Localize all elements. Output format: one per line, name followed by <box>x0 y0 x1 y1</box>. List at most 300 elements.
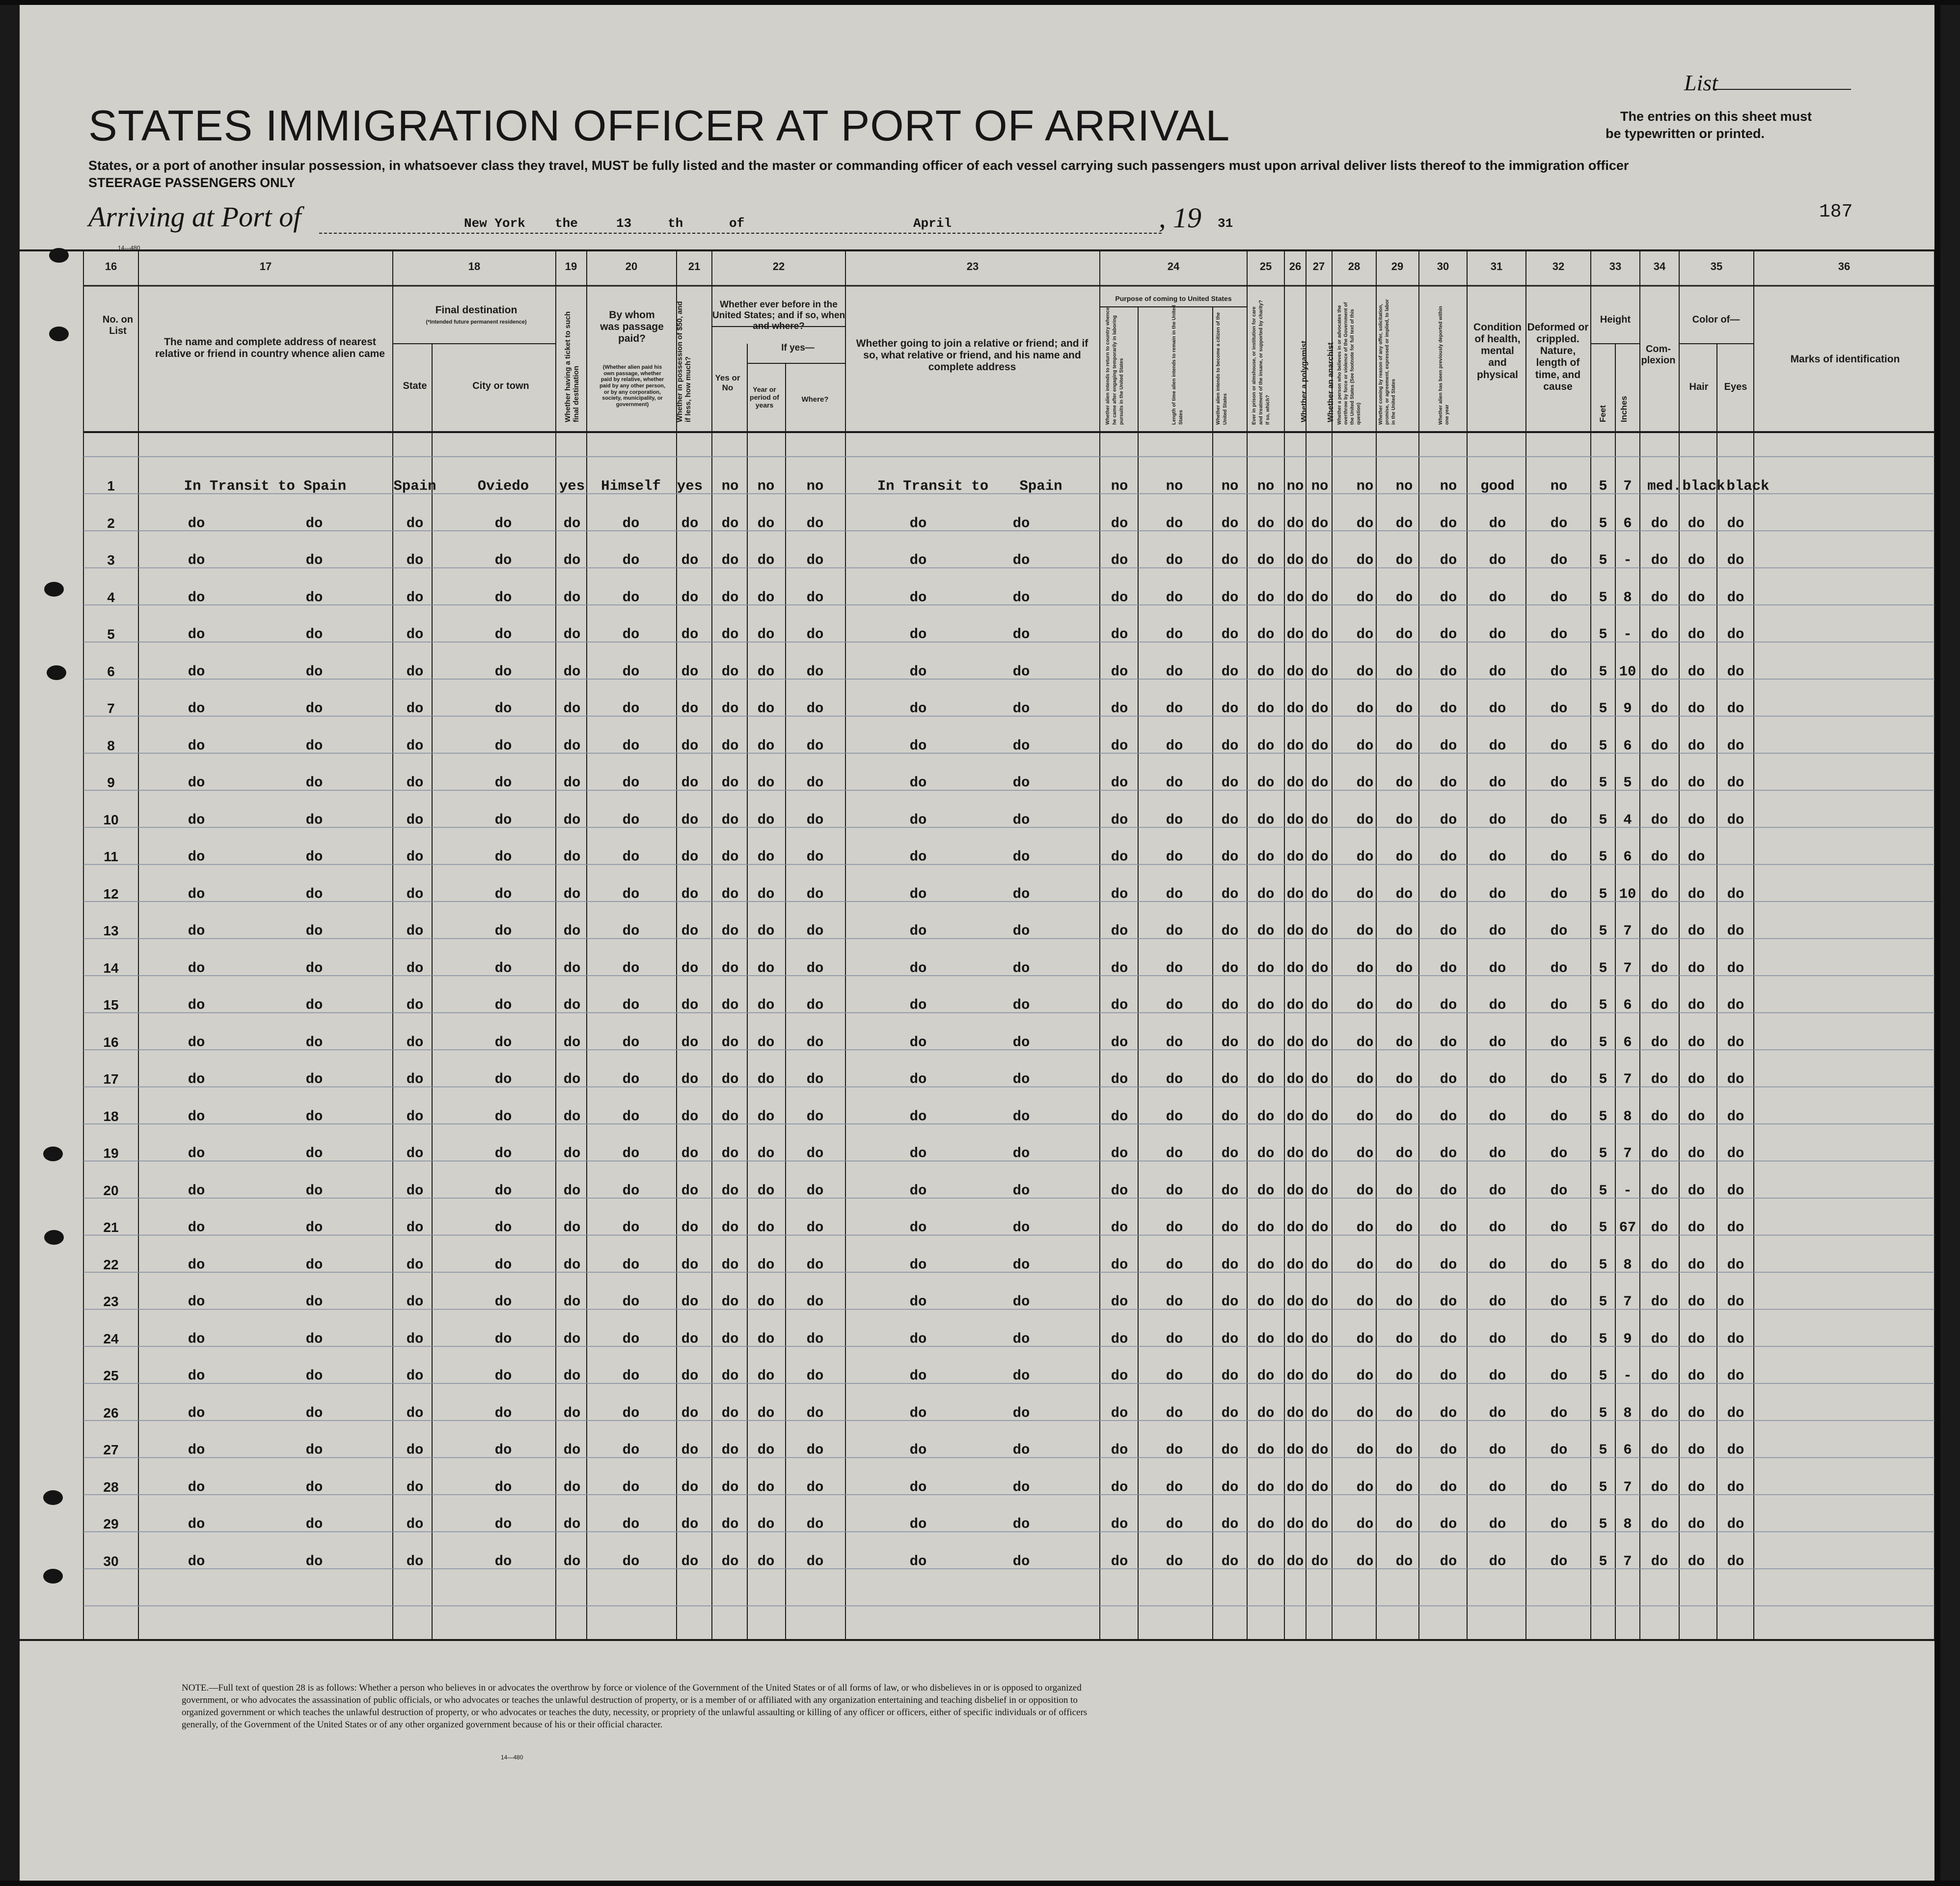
cell-c17b: do <box>305 1367 323 1384</box>
cell-c29: do <box>1395 700 1413 717</box>
cell-c21: do <box>681 663 699 680</box>
cell-state: do <box>406 886 424 902</box>
cell-comp: do <box>1651 1145 1668 1162</box>
cell-where: do <box>806 1145 824 1162</box>
col22-ifyes: If yes— <box>781 343 815 353</box>
cell-comp: do <box>1651 1405 1668 1421</box>
cell-c27: do <box>1311 1405 1329 1421</box>
cell-c30: do <box>1440 552 1457 569</box>
row-number: 1 <box>107 478 115 493</box>
cell-state: do <box>406 1219 424 1236</box>
cell-city: do <box>494 589 512 605</box>
cell-yrs: do <box>757 626 775 643</box>
cell-c20: do <box>622 738 640 754</box>
cell-c28: do <box>1356 812 1374 828</box>
cell-eyes: do <box>1727 589 1744 605</box>
cell-comp: do <box>1651 886 1668 902</box>
cell-hair: do <box>1688 1071 1705 1088</box>
cell-c27: do <box>1311 1182 1329 1199</box>
cell-c32: do <box>1550 848 1568 865</box>
cell-c31: do <box>1489 626 1506 643</box>
cell-city: do <box>494 1219 512 1236</box>
col20-header: By whom was passage paid? <box>600 309 664 345</box>
cell-c23a: do <box>909 960 927 976</box>
cell-c23b: do <box>1012 1367 1030 1384</box>
cell-ft: 5 <box>1599 848 1607 865</box>
cell-c25: do <box>1257 700 1275 717</box>
cell-c23a: do <box>909 663 927 680</box>
cell-city: do <box>494 1145 512 1162</box>
cell-c30: do <box>1440 1553 1457 1569</box>
cell-c32: do <box>1550 923 1568 939</box>
cell-yn: do <box>721 1367 739 1384</box>
cell-c21: do <box>681 1108 699 1124</box>
cell-c17b: do <box>305 626 323 643</box>
punch-hole <box>44 1230 64 1245</box>
cell-eyes: do <box>1727 1145 1744 1162</box>
cell-ft: 5 <box>1599 1219 1607 1236</box>
cell-c30: do <box>1440 774 1457 791</box>
cell-c20: do <box>622 700 640 717</box>
cell-eyes: do <box>1727 1293 1744 1310</box>
cell-in: 7 <box>1623 1479 1632 1495</box>
cell-c23a: do <box>909 1182 927 1199</box>
cell-c17b: do <box>305 1516 323 1532</box>
col24-header: Purpose of coming to United States <box>1115 295 1232 302</box>
cell-p1: do <box>1111 1553 1128 1569</box>
cell-city: do <box>494 1442 512 1458</box>
cell-c25: do <box>1257 1108 1275 1124</box>
cell-c31: do <box>1489 1553 1506 1569</box>
cell-c26: do <box>1286 1405 1304 1421</box>
cell-c17a: do <box>188 589 205 605</box>
cell-c25: do <box>1257 848 1275 865</box>
instructions-line: States, or a port of another insular possession, in whatsoever class they travel, MUST be fully listed and the master or commanding officer of each vessel carrying such passengers must upon arrival deliver lists thereof to the immigration officer <box>88 158 1629 173</box>
cell-c23a: do <box>909 1367 927 1384</box>
cell-c17a: do <box>188 626 205 643</box>
cell-c19: do <box>563 1145 581 1162</box>
cell-c21: do <box>681 1331 699 1347</box>
cell-c26: no <box>1286 478 1304 494</box>
cell-c30: do <box>1440 589 1457 605</box>
cell-c31: do <box>1489 1108 1506 1124</box>
cell-c17a: do <box>188 812 205 828</box>
cell-c21: do <box>681 997 699 1013</box>
cell-p2: do <box>1166 1145 1183 1162</box>
cell-eyes: do <box>1727 1257 1744 1273</box>
cell-c27: do <box>1311 997 1329 1013</box>
cell-c32: do <box>1550 1145 1568 1162</box>
cell-yn: do <box>721 738 739 754</box>
cell-in: 9 <box>1623 1331 1632 1347</box>
cell-c23a: do <box>909 738 927 754</box>
cell-c27: do <box>1311 1145 1329 1162</box>
cell-in: 8 <box>1623 1516 1632 1532</box>
cell-yrs: do <box>757 774 775 791</box>
col18-state: State <box>403 381 427 391</box>
cell-c30: do <box>1440 1367 1457 1384</box>
cell-in: 6 <box>1623 997 1632 1013</box>
cell-c32: do <box>1550 552 1568 569</box>
cell-c17a: do <box>188 774 205 791</box>
cell-c26: do <box>1286 552 1304 569</box>
cell-c17a: do <box>188 923 205 939</box>
cell-state: do <box>406 1034 424 1050</box>
cell-c30: do <box>1440 700 1457 717</box>
cell-hair: do <box>1688 812 1705 828</box>
cell-where: do <box>806 589 824 605</box>
cell-c21: do <box>681 1442 699 1458</box>
cell-state: do <box>406 1442 424 1458</box>
cell-c23b: do <box>1012 774 1030 791</box>
cell-city: do <box>494 886 512 902</box>
cell-c23a: do <box>909 886 927 902</box>
cell-c17b: do <box>305 886 323 902</box>
cell-state: do <box>406 1405 424 1421</box>
cell-p3: do <box>1221 1405 1239 1421</box>
cell-ft: 5 <box>1599 1293 1607 1310</box>
cell-c28: do <box>1356 774 1374 791</box>
cell-eyes: do <box>1727 552 1744 569</box>
cell-state: Spain <box>393 478 436 494</box>
cell-state: do <box>406 848 424 865</box>
cell-state: do <box>406 738 424 754</box>
cell-c23b: do <box>1012 663 1030 680</box>
cell-c26: do <box>1286 589 1304 605</box>
cell-p3: do <box>1221 626 1239 643</box>
cell-c29: do <box>1395 626 1413 643</box>
cell-c19: do <box>563 848 581 865</box>
cell-yn: do <box>721 1553 739 1569</box>
cell-c27: do <box>1311 1219 1329 1236</box>
cell-yn: do <box>721 886 739 902</box>
cell-c17b: do <box>305 997 323 1013</box>
cell-c28: do <box>1356 1331 1374 1347</box>
cell-yn: do <box>721 626 739 643</box>
cell-c31: do <box>1489 960 1506 976</box>
cell-c29: do <box>1395 923 1413 939</box>
cell-ft: 5 <box>1599 552 1607 569</box>
cell-where: do <box>806 923 824 939</box>
cell-p1: do <box>1111 886 1128 902</box>
cell-p3: do <box>1221 515 1239 531</box>
cell-c20: do <box>622 848 640 865</box>
cell-c27: do <box>1311 1034 1329 1050</box>
cell-c21: do <box>681 1182 699 1199</box>
cell-c25: do <box>1257 1145 1275 1162</box>
cell-c19: do <box>563 515 581 531</box>
cell-c30: do <box>1440 515 1457 531</box>
cell-c30: do <box>1440 1405 1457 1421</box>
cell-c28: do <box>1356 848 1374 865</box>
cell-c29: do <box>1395 960 1413 976</box>
cell-city: do <box>494 663 512 680</box>
cell-state: do <box>406 1145 424 1162</box>
cell-where: do <box>806 1293 824 1310</box>
cell-p3: do <box>1221 1442 1239 1458</box>
cell-ft: 5 <box>1599 478 1607 494</box>
row-number: 4 <box>107 589 115 605</box>
cell-c19: do <box>563 1405 581 1421</box>
cell-c21: do <box>681 774 699 791</box>
cell-c17b: do <box>305 700 323 717</box>
cell-c32: do <box>1550 1071 1568 1088</box>
year-prefix: , 19 <box>1159 202 1201 234</box>
cell-in: - <box>1623 1182 1632 1199</box>
cell-where: do <box>806 1479 824 1495</box>
cell-c20: do <box>622 1553 640 1569</box>
cell-p3: do <box>1221 700 1239 717</box>
cell-c32: do <box>1550 1479 1568 1495</box>
cell-c23a: do <box>909 552 927 569</box>
column-number: 26 <box>1289 260 1302 273</box>
cell-c26: do <box>1286 1516 1304 1532</box>
cell-c30: do <box>1440 1257 1457 1273</box>
cell-yrs: do <box>757 886 775 902</box>
punch-hole <box>47 665 66 680</box>
cell-c25: do <box>1257 515 1275 531</box>
cell-hair: do <box>1688 738 1705 754</box>
cell-p2: do <box>1166 848 1183 865</box>
cell-c30: do <box>1440 1442 1457 1458</box>
cell-c29: do <box>1395 738 1413 754</box>
cell-p2: do <box>1166 700 1183 717</box>
cell-c32: do <box>1550 1108 1568 1124</box>
cell-state: do <box>406 1182 424 1199</box>
cell-c27: do <box>1311 812 1329 828</box>
cell-c19: do <box>563 960 581 976</box>
cell-ft: 5 <box>1599 663 1607 680</box>
cell-c31: do <box>1489 1257 1506 1273</box>
cell-c30: do <box>1440 1331 1457 1347</box>
cell-c21: do <box>681 848 699 865</box>
cell-hair: do <box>1688 923 1705 939</box>
cell-c28: do <box>1356 1219 1374 1236</box>
cell-yrs: do <box>757 1405 775 1421</box>
page-number: 187 <box>1819 201 1853 222</box>
cell-c25: do <box>1257 1479 1275 1495</box>
cell-yrs: no <box>757 478 775 494</box>
cell-comp: do <box>1651 1071 1668 1088</box>
cell-p2: do <box>1166 1182 1183 1199</box>
cell-c17b: do <box>305 1108 323 1124</box>
cell-c26: do <box>1286 1293 1304 1310</box>
cell-in: 8 <box>1623 589 1632 605</box>
cell-state: do <box>406 1071 424 1088</box>
cell-comp: do <box>1651 960 1668 976</box>
cell-c30: do <box>1440 1182 1457 1199</box>
cell-c23b: do <box>1012 1182 1030 1199</box>
cell-p3: do <box>1221 1479 1239 1495</box>
cell-c23b: do <box>1012 1479 1030 1495</box>
cell-p2: do <box>1166 1367 1183 1384</box>
cell-c32: do <box>1550 812 1568 828</box>
cell-yrs: do <box>757 1479 775 1495</box>
column-number: 23 <box>966 260 979 273</box>
cell-hair: do <box>1688 552 1705 569</box>
cell-c20: do <box>622 1516 640 1532</box>
cell-p2: do <box>1166 1219 1183 1236</box>
cell-p2: do <box>1166 663 1183 680</box>
cell-c17a: do <box>188 1219 205 1236</box>
cell-hair: do <box>1688 1293 1705 1310</box>
cell-c31: do <box>1489 1516 1506 1532</box>
cell-state: do <box>406 1293 424 1310</box>
cell-in: - <box>1623 626 1632 643</box>
cell-c17a: do <box>188 848 205 865</box>
cell-c17a: In Transit to Spain <box>184 478 347 494</box>
cell-c29: do <box>1395 1516 1413 1532</box>
cell-c20: do <box>622 1367 640 1384</box>
cell-c17b: do <box>305 552 323 569</box>
cell-c30: do <box>1440 812 1457 828</box>
cell-yn: do <box>721 848 739 865</box>
cell-hair: do <box>1688 848 1705 865</box>
cell-c26: do <box>1286 886 1304 902</box>
cell-p2: do <box>1166 1108 1183 1124</box>
cell-c31: do <box>1489 812 1506 828</box>
cell-c26: do <box>1286 1034 1304 1050</box>
cell-c20: do <box>622 1145 640 1162</box>
cell-state: do <box>406 1331 424 1347</box>
col30-header: Whether alien has been previously deported within one year <box>1438 306 1450 425</box>
cell-c31: do <box>1489 1331 1506 1347</box>
cell-p2: do <box>1166 1553 1183 1569</box>
cell-yn: do <box>721 1293 739 1310</box>
cell-c27: do <box>1311 960 1329 976</box>
cell-c30: no <box>1440 478 1457 494</box>
cell-eyes: do <box>1727 1071 1744 1088</box>
cell-p2: do <box>1166 1071 1183 1088</box>
cell-in: 7 <box>1623 960 1632 976</box>
column-number: 17 <box>259 260 272 273</box>
col23-header: Whether going to join a relative or friend; and if so, what relative or friend, and his name and complete address <box>856 338 1089 373</box>
cell-c31: do <box>1489 738 1506 754</box>
cell-state: do <box>406 774 424 791</box>
cell-c27: do <box>1311 1293 1329 1310</box>
punch-hole <box>49 327 69 341</box>
cell-c19: do <box>563 1071 581 1088</box>
cell-c19: do <box>563 1219 581 1236</box>
cell-p2: no <box>1166 478 1183 494</box>
cell-c26: do <box>1286 848 1304 865</box>
cell-c28: do <box>1356 1108 1374 1124</box>
cell-c23a: do <box>909 1034 927 1050</box>
cell-ft: 5 <box>1599 515 1607 531</box>
cell-eyes: do <box>1727 1108 1744 1124</box>
cell-p2: do <box>1166 923 1183 939</box>
cell-c31: do <box>1489 700 1506 717</box>
cell-c28: do <box>1356 1405 1374 1421</box>
cell-yrs: do <box>757 1257 775 1273</box>
cell-c30: do <box>1440 663 1457 680</box>
cell-eyes: do <box>1727 626 1744 643</box>
column-number: 16 <box>105 260 117 273</box>
cell-p2: do <box>1166 1034 1183 1050</box>
cell-c19: do <box>563 552 581 569</box>
cell-c27: do <box>1311 589 1329 605</box>
cell-city: do <box>494 626 512 643</box>
cell-eyes: do <box>1727 700 1744 717</box>
cell-c27: do <box>1311 1516 1329 1532</box>
entries-note-2: be typewritten or printed. <box>1606 126 1765 141</box>
cell-c28: do <box>1356 663 1374 680</box>
cell-c17b: do <box>305 1257 323 1273</box>
cell-yn: do <box>721 552 739 569</box>
cell-c19: do <box>563 626 581 643</box>
cell-yn: do <box>721 997 739 1013</box>
column-number: 24 <box>1167 260 1180 273</box>
cell-c27: do <box>1311 1442 1329 1458</box>
cell-eyes: do <box>1727 1442 1744 1458</box>
cell-comp: do <box>1651 1182 1668 1199</box>
cell-p1: do <box>1111 1331 1128 1347</box>
cell-c29: do <box>1395 1442 1413 1458</box>
cell-in: 6 <box>1623 738 1632 754</box>
cell-p1: do <box>1111 923 1128 939</box>
cell-p3: do <box>1221 1145 1239 1162</box>
cell-c19: do <box>563 1108 581 1124</box>
punch-hole <box>43 1569 63 1584</box>
cell-state: do <box>406 1257 424 1273</box>
cell-c30: do <box>1440 1108 1457 1124</box>
cell-c17b: do <box>305 1182 323 1199</box>
cell-c32: do <box>1550 1257 1568 1273</box>
cell-state: do <box>406 589 424 605</box>
cell-c25: do <box>1257 1442 1275 1458</box>
cell-c29: do <box>1395 552 1413 569</box>
cell-c30: do <box>1440 626 1457 643</box>
month-value: April <box>913 216 952 231</box>
cell-c23b: do <box>1012 626 1030 643</box>
row-number: 30 <box>103 1553 119 1569</box>
cell-p1: do <box>1111 812 1128 828</box>
cell-p1: do <box>1111 1071 1128 1088</box>
cell-in: - <box>1623 1367 1632 1384</box>
cell-c32: do <box>1550 515 1568 531</box>
cell-p1: do <box>1111 1145 1128 1162</box>
cell-c27: do <box>1311 663 1329 680</box>
cell-c19: do <box>563 700 581 717</box>
cell-c17b: do <box>305 1071 323 1088</box>
cell-ft: 5 <box>1599 774 1607 791</box>
cell-yn: do <box>721 589 739 605</box>
cell-yrs: do <box>757 589 775 605</box>
cell-c17b: do <box>305 1479 323 1495</box>
cell-c23a: do <box>909 589 927 605</box>
cell-comp: do <box>1651 812 1668 828</box>
cell-c21: do <box>681 923 699 939</box>
cell-c23b: do <box>1012 1257 1030 1273</box>
cell-yrs: do <box>757 1108 775 1124</box>
cell-yn: do <box>721 1257 739 1273</box>
cell-c32: do <box>1550 774 1568 791</box>
cell-comp: med. <box>1647 478 1682 494</box>
cell-in: 67 <box>1619 1219 1636 1236</box>
cell-c21: do <box>681 626 699 643</box>
cell-c23b: do <box>1012 1516 1030 1532</box>
cell-c29: do <box>1395 1034 1413 1050</box>
column-number: 29 <box>1391 260 1404 273</box>
cell-p2: do <box>1166 626 1183 643</box>
cell-hair: do <box>1688 1219 1705 1236</box>
cell-hair: do <box>1688 700 1705 717</box>
cell-c31: do <box>1489 552 1506 569</box>
cell-c26: do <box>1286 1442 1304 1458</box>
col18-sublabel: (*Intended future permanent residence) <box>426 319 527 325</box>
cell-c20: do <box>622 1219 640 1236</box>
cell-ft: 5 <box>1599 1108 1607 1124</box>
